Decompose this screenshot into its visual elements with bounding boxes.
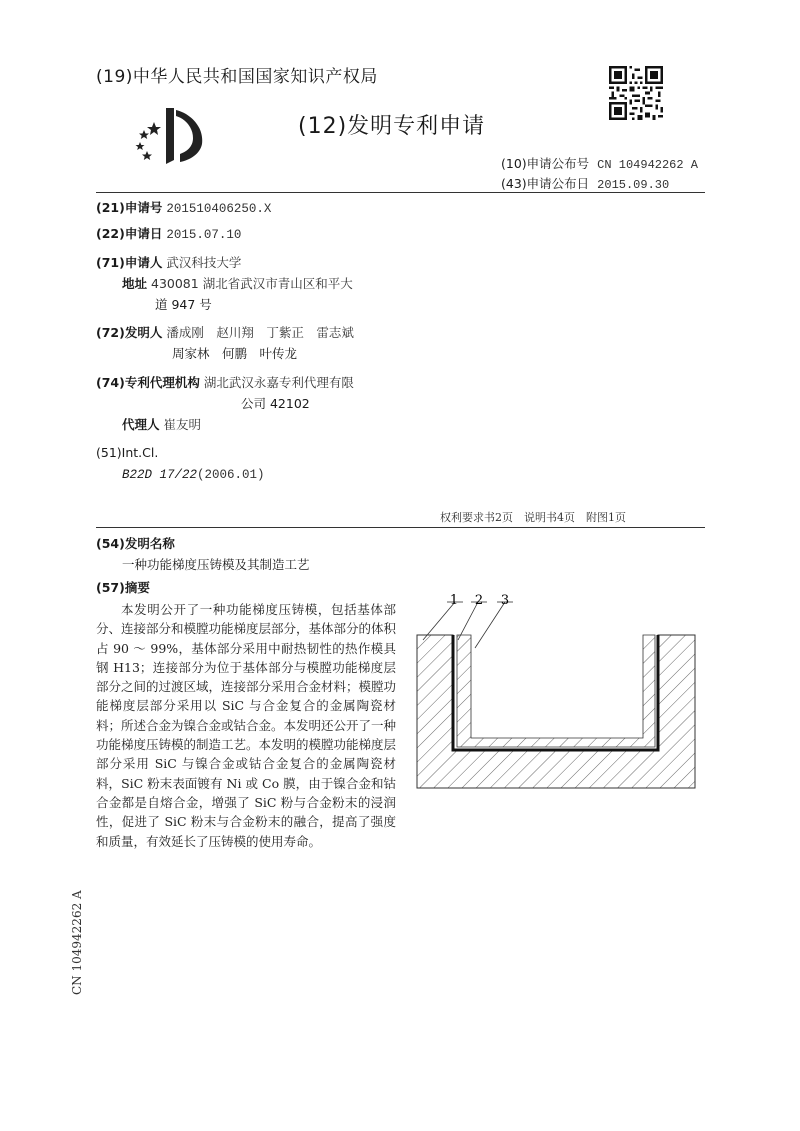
address-label: 地址 [122, 276, 148, 291]
invention-title: 一种功能梯度压铸模及其制造工艺 [122, 557, 310, 572]
star-icon [136, 142, 145, 150]
gradient-layer [457, 635, 655, 747]
application-date: 2015.07.10 [166, 228, 242, 242]
application-number-row [96, 198, 271, 219]
star-icon [139, 130, 149, 139]
inventors-row [96, 323, 354, 342]
document-type: (12)发明专利申请 [298, 114, 486, 139]
connection-layer [453, 635, 658, 750]
publication-number-row [501, 154, 698, 172]
application-number-label: (21)申请号 [96, 200, 163, 215]
application-date-label: (22)申请日 [96, 226, 163, 241]
agency-label: (74)专利代理机构 [96, 375, 200, 390]
agency-line-1: 湖北武汉永嘉专利代理有限 [203, 375, 354, 390]
agent: 崔友明 [163, 417, 202, 432]
publication-number: CN 104942262 A [597, 158, 698, 172]
inventors-line-1: 潘成刚 赵川翔 丁紫正 雷志斌 [166, 325, 354, 340]
inventors-label: (72)发明人 [96, 325, 163, 340]
applicant-row [96, 253, 241, 272]
cnipa-logo [130, 104, 210, 168]
applicant-label: (71)申请人 [96, 255, 163, 270]
star-icon [142, 151, 152, 160]
agency-row [96, 373, 354, 392]
application-date-row [96, 224, 241, 245]
invention-title-label: (54)发明名称 [96, 536, 175, 551]
pages-divider [96, 527, 705, 528]
pages-info: 权利要求书2页 说明书4页 附图1页 [440, 511, 626, 524]
agent-label: 代理人 [122, 417, 160, 432]
star-icon [147, 122, 161, 135]
header-divider [96, 192, 705, 193]
figure-label-3: 3 [500, 593, 510, 608]
int-cl-year: (2006.01) [197, 468, 265, 482]
abstract-label: (57)摘要 [96, 580, 150, 595]
qr-code [609, 66, 663, 120]
figure-label-1: 1 [449, 593, 459, 608]
office-name: (19)中华人民共和国国家知识产权局 [96, 67, 378, 87]
abstract-text: 本发明公开了一种功能梯度压铸模，包括基体部分、连接部分和模膛功能梯度层部分，基体部分的体积占 90 ～ 99%，基体部分采用中耐热韧性的热作模具钢 H13；连接部分为位于基体部分与模膛功能梯度层部分之间的过渡区域，连接部分采用合金材料；模膛功能梯度层部分采用以 SiC 与合金复合的金属陶瓷材料；所述合金为镍合金或钴合金。本发明还公开了一种功能梯度压铸模的制造工艺。本发明的模膛功能梯度层部分采用 SiC 与镍合金或钴合金复合的金属陶瓷材料，SiC 粉末表面镀有 Ni 或 Co 膜，由于镍合金和钴合金都是自熔合金，增强了 SiC 粉与合金粉末的浸润性，促进了 SiC 粉末与合金粉末的融合，提高了强度和质量，有效延长了压铸模的使用寿命。 [96, 602, 397, 849]
address-line-1: 430081 湖北省武汉市青山区和平大 [151, 276, 353, 291]
mold-cross-section-figure [405, 590, 705, 800]
int-cl-code: B22D 17/22 [122, 468, 198, 482]
inventors-line-2: 周家林 何鹏 叶传龙 [172, 346, 298, 361]
publication-date: 2015.09.30 [597, 178, 670, 192]
figure-label-2: 2 [474, 593, 484, 608]
publication-number-label: (10)申请公布号 [501, 156, 590, 171]
publication-date-label: (43)申请公布日 [501, 176, 590, 191]
address-line-2: 道 947 号 [155, 297, 212, 312]
publication-date-row [501, 174, 669, 192]
application-number: 201510406250.X [166, 202, 272, 216]
int-cl-row [122, 464, 265, 485]
address-row [122, 274, 353, 293]
agency-line-2: 公司 42102 [241, 396, 310, 411]
int-cl-label: (51)Int.Cl. [96, 445, 159, 460]
agent-row [122, 415, 201, 434]
applicant: 武汉科技大学 [166, 255, 242, 270]
side-publication-code: CN 104942262 A [70, 890, 84, 995]
